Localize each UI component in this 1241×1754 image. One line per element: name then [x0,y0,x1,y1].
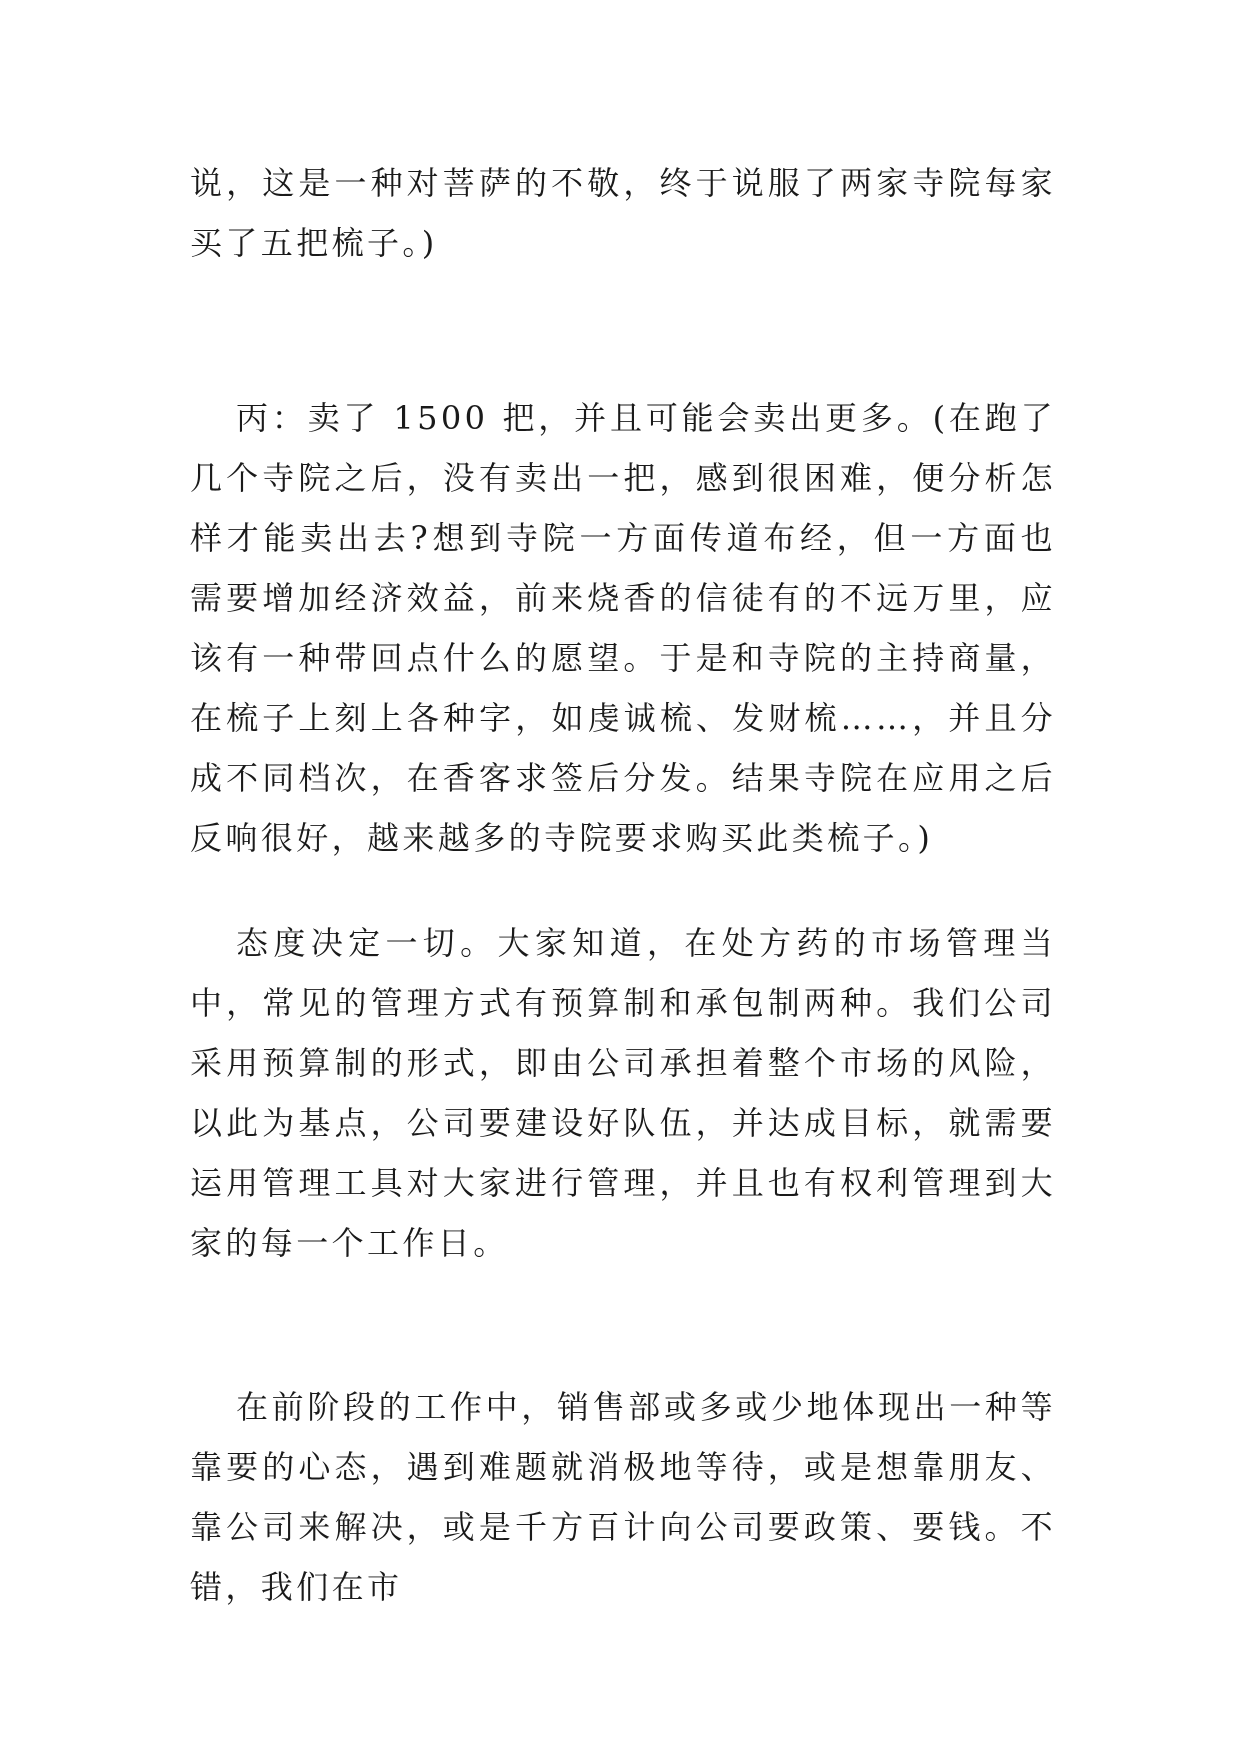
paragraph-2: 丙：卖了 1500 把，并且可能会卖出更多。(在跑了几个寺院之后，没有卖出一把，感到很困难，便分析怎样才能卖出去?想到寺院一方面传道布经，但一方面也需要增加经济效益，前来烧香的信徒有的不远万里，应该有一种带回点什么的愿望。于是和寺院的主持商量，在梳子上刻上各种字，如虔诚梳、发财梳……，并且分成不同档次，在香客求签后分发。结果寺院在应用之后反响很好，越来越多的寺院要求购买此类梳子。) [190,399,1056,857]
paragraph-4: 在前阶段的工作中，销售部或多或少地体现出一种等靠要的心态，遇到难题就消极地等待，或是想靠朋友、靠公司来解决，或是千方百计向公司要政策、要钱。不错，我们在市 [190,1388,1056,1606]
paragraph-3: 态度决定一切。大家知道，在处方药的市场管理当中，常见的管理方式有预算制和承包制两种。我们公司采用预算制的形式，即由公司承担着整个市场的风险，以此为基点，公司要建设好队伍，并达成目标，就需要运用管理工具对大家进行管理，并且也有权利管理到大家的每一个工作日。 [190,924,1056,1262]
paragraph-1-continued: 说，这是一种对菩萨的不敬，终于说服了两家寺院每家买了五把梳子。) [190,164,1056,262]
